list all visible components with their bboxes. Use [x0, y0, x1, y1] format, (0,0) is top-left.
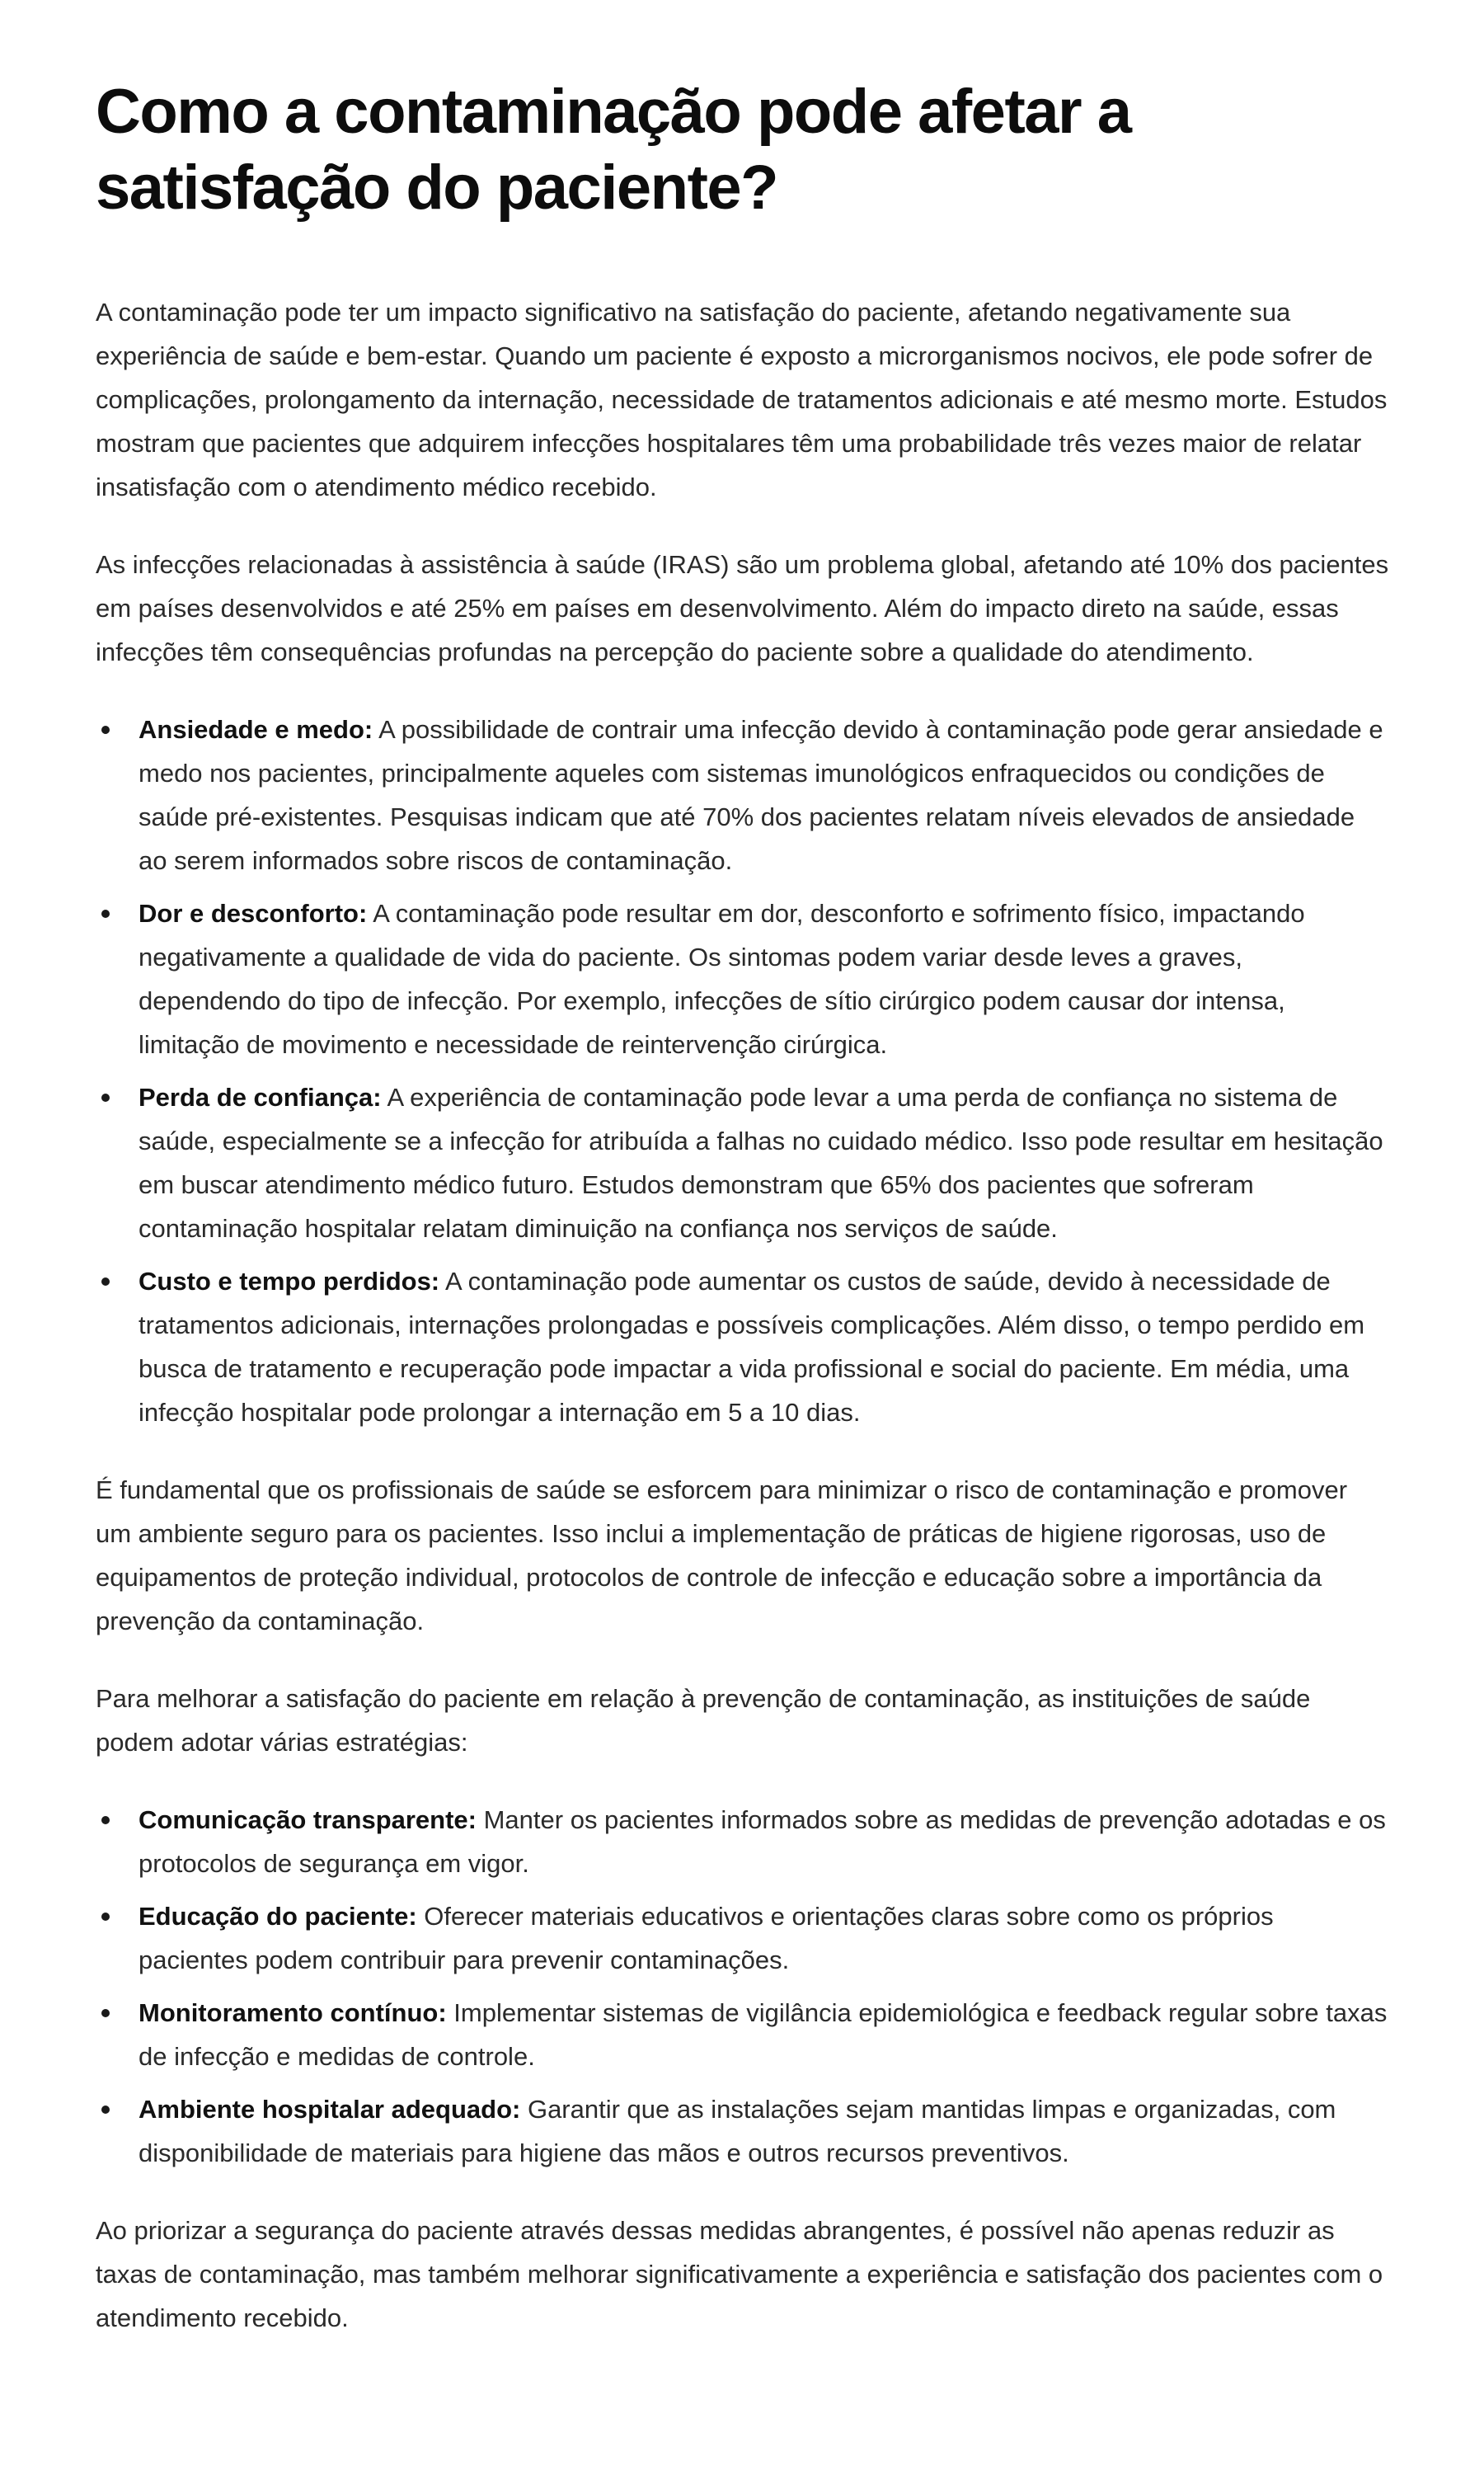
list-item — [139, 892, 1389, 1066]
list-item-text: A experiência de contaminação pode levar a uma perda de confiança no sistema de saúde, especialmente se a infecção for atribuída a falhas no cuidado médico. Isso pode resultar em hesitação em buscar atendimento médico futuro. Estudos demonstram que 65% dos pacientes que sofreram contaminação hospitalar relatam diminuição na confiança nos serviços de saúde. — [139, 1083, 1383, 1243]
list-item — [139, 708, 1389, 882]
body-paragraph-2: Para melhorar a satisfação do paciente em relação à prevenção de contaminação, as instituições de saúde podem adotar várias estratégias: — [96, 1684, 1311, 1757]
conclusion-paragraph: Ao priorizar a segurança do paciente através dessas medidas abrangentes, é possível não apenas reduzir as taxas de contaminação, mas também melhorar significativamente a experiência e satisfação dos pacientes com o atendimento recebido. — [96, 2216, 1383, 2332]
intro-paragraph-1: A contaminação pode ter um impacto significativo na satisfação do paciente, afetando negativamente sua experiência de saúde e bem-estar. Quando um paciente é exposto a microrganismos nocivos, ele pode sofrer de complicações, prolongamento da internação, necessidade de tratamentos adicionais e até mesmo morte. Estudos mostram que pacientes que adquirem infecções hospitalares têm uma probabilidade três vezes maior de relatar insatisfação com o atendimento médico recebido. — [96, 298, 1388, 501]
list-item-term: Comunicação transparente: — [139, 1805, 477, 1834]
list-item — [139, 1894, 1389, 1982]
list-item — [139, 2087, 1389, 2175]
list-item-term: Dor e desconforto: — [139, 899, 368, 928]
list-item — [139, 1991, 1389, 2078]
list-item-text: A contaminação pode resultar em dor, desconforto e sofrimento físico, impactando negativamente a qualidade de vida do paciente. Os sintomas podem variar desde leves a graves, dependendo do tipo de infecção. Por exemplo, infecções de sítio cirúrgico podem causar dor intensa, limitação de movimento e necessidade de reintervenção cirúrgica. — [139, 899, 1305, 1059]
list-item — [139, 1259, 1389, 1434]
list-item-term: Monitoramento contínuo: — [139, 1998, 447, 2027]
list-item-term: Perda de confiança: — [139, 1083, 382, 1112]
page-title: Como a contaminação pode afetar a satisfação do paciente? — [96, 77, 1131, 223]
strategies-list — [96, 1798, 1389, 2175]
impacts-list — [96, 708, 1389, 1434]
list-item-term: Custo e tempo perdidos: — [139, 1267, 440, 1296]
list-item-text: A possibilidade de contrair uma infecção devido à contaminação pode gerar ansiedade e medo nos pacientes, principalmente aqueles com sistemas imunológicos enfraquecidos ou condições de saúde pré-existentes. Pesquisas indicam que até 70% dos pacientes relatam níveis elevados de ansiedade ao serem informados sobre riscos de contaminação. — [139, 715, 1383, 875]
list-item — [139, 1075, 1389, 1250]
list-item-text: Garantir que as instalações sejam mantidas limpas e organizadas, com disponibilidade de materiais para higiene das mãos e outros recursos preventivos. — [139, 2095, 1336, 2167]
list-item-term: Ansiedade e medo: — [139, 715, 373, 744]
list-item — [139, 1798, 1389, 1885]
list-item-text: Oferecer materiais educativos e orientações claras sobre como os próprios pacientes podem contribuir para prevenir contaminações. — [139, 1902, 1274, 1974]
intro-paragraph-2: As infecções relacionadas à assistência à saúde (IRAS) são um problema global, afetando até 10% dos pacientes em países desenvolvidos e até 25% em países em desenvolvimento. Além do impacto direto na saúde, essas infecções têm consequências profundas na percepção do paciente sobre a qualidade do atendimento. — [96, 550, 1389, 666]
list-item-term: Ambiente hospitalar adequado: — [139, 2095, 521, 2124]
list-item-text: Manter os pacientes informados sobre as medidas de prevenção adotadas e os protocolos de segurança em vigor. — [139, 1805, 1386, 1878]
body-paragraph-1: É fundamental que os profissionais de saúde se esforcem para minimizar o risco de contaminação e promover um ambiente seguro para os pacientes. Isso inclui a implementação de práticas de higiene rigorosas, uso de equipamentos de proteção individual, protocolos de controle de infecção e educação sobre a importância da prevenção da contaminação. — [96, 1475, 1348, 1635]
list-item-text: Implementar sistemas de vigilância epidemiológica e feedback regular sobre taxas de infecção e medidas de controle. — [139, 1998, 1388, 2071]
list-item-text: A contaminação pode aumentar os custos de saúde, devido à necessidade de tratamentos adicionais, internações prolongadas e possíveis complicações. Além disso, o tempo perdido em busca de tratamento e recuperação pode impactar a vida profissional e social do paciente. Em média, uma infecção hospitalar pode prolongar a internação em 5 a 10 dias. — [139, 1267, 1365, 1427]
list-item-term: Educação do paciente: — [139, 1902, 417, 1931]
